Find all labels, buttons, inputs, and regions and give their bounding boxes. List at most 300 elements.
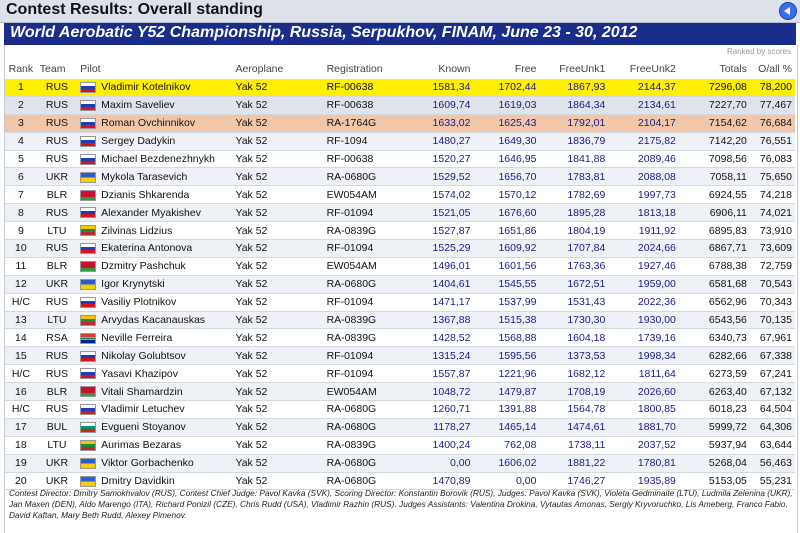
cell-rank: 5 xyxy=(5,150,37,168)
cell-team: BLR xyxy=(37,186,77,204)
cell-free: 0,00 xyxy=(473,472,539,490)
cell-freeunk1: 1895,28 xyxy=(539,204,608,222)
col-aeroplane[interactable]: Aeroplane xyxy=(235,62,284,75)
cell-aeroplane: Yak 52 xyxy=(232,168,323,186)
cell-totals: 6263,40 xyxy=(679,383,750,401)
cell-team: LTU xyxy=(37,311,77,329)
table-row[interactable] xyxy=(5,204,795,222)
cell-registration: RA-0680G xyxy=(324,168,415,186)
cell-pilot xyxy=(77,222,232,240)
pilot-name: Neville Ferreira xyxy=(101,331,173,344)
table-row[interactable] xyxy=(5,329,795,347)
cell-free: 1646,95 xyxy=(473,150,539,168)
cell-overall-pct: 67,132 xyxy=(750,383,795,401)
cell-team: RUS xyxy=(37,204,77,222)
cell-rank: 19 xyxy=(5,454,37,472)
cell-pilot xyxy=(77,168,232,186)
cell-known: 1574,02 xyxy=(414,186,473,204)
pilot-name: Dzmitry Pashchuk xyxy=(101,260,186,273)
cell-aeroplane: Yak 52 xyxy=(232,436,323,454)
cell-pilot xyxy=(77,204,232,222)
cell-pilot xyxy=(77,418,232,436)
cell-freeunk2: 1739,16 xyxy=(608,329,679,347)
cell-aeroplane: Yak 52 xyxy=(232,132,323,150)
pilot-name: Vladimir Kotelnikov xyxy=(101,81,191,94)
pilot-name: Vladimir Letuchev xyxy=(101,403,185,416)
cell-aeroplane: Yak 52 xyxy=(232,418,323,436)
pilot-name: Aurimas Bezaras xyxy=(101,439,182,452)
cell-pilot xyxy=(77,96,232,114)
table-row[interactable] xyxy=(5,132,795,150)
cell-pilot xyxy=(77,186,232,204)
cell-pilot xyxy=(77,240,232,258)
cell-totals: 6340,73 xyxy=(679,329,750,347)
cell-registration: RA-0839G xyxy=(324,311,415,329)
cell-known: 1581,34 xyxy=(414,79,473,96)
cell-registration: RA-0680G xyxy=(324,275,415,293)
cell-known: 1178,27 xyxy=(414,418,473,436)
cell-rank: 3 xyxy=(5,114,37,132)
rus-flag-icon xyxy=(80,351,96,362)
cell-overall-pct: 73,910 xyxy=(750,222,795,240)
table-row[interactable] xyxy=(5,240,795,258)
cell-registration: RA-0680G xyxy=(324,401,415,419)
cell-aeroplane: Yak 52 xyxy=(232,79,323,96)
blr-flag-icon xyxy=(80,386,96,397)
cell-rank: 14 xyxy=(5,329,37,347)
cell-team: UKR xyxy=(37,472,77,490)
table-row[interactable] xyxy=(5,311,795,329)
pilot-name: Dzianis Shkarenda xyxy=(101,188,190,201)
cell-freeunk1: 1782,69 xyxy=(539,186,608,204)
cell-free: 1601,56 xyxy=(473,257,539,275)
cell-rank: 7 xyxy=(5,186,37,204)
cell-team: BUL xyxy=(37,418,77,436)
cell-known: 1315,24 xyxy=(414,347,473,365)
cell-freeunk1: 1881,22 xyxy=(539,454,608,472)
cell-freeunk1: 1672,51 xyxy=(539,275,608,293)
cell-freeunk1: 1746,27 xyxy=(539,472,608,490)
cell-overall-pct: 67,338 xyxy=(750,347,795,365)
pilot-name: Dmitry Davidkin xyxy=(101,475,175,488)
cell-freeunk2: 1881,70 xyxy=(608,418,679,436)
cell-totals: 6543,56 xyxy=(679,311,750,329)
cell-overall-pct: 70,135 xyxy=(750,311,795,329)
cell-rank: 6 xyxy=(5,168,37,186)
cell-totals: 5153,05 xyxy=(679,472,750,490)
cell-rank: 10 xyxy=(5,240,37,258)
cell-known: 1557,87 xyxy=(414,365,473,383)
cell-aeroplane: Yak 52 xyxy=(232,222,323,240)
cell-known: 1048,72 xyxy=(414,383,473,401)
rus-flag-icon xyxy=(80,100,96,111)
col-freeunk2[interactable]: FreeUnk2 xyxy=(629,62,676,75)
cell-pilot xyxy=(77,114,232,132)
pilot-name: Nikolay Golubtsov xyxy=(101,349,186,362)
cell-aeroplane: Yak 52 xyxy=(232,311,323,329)
cell-freeunk1: 1841,88 xyxy=(539,150,608,168)
pilot-name: Maxim Saveliev xyxy=(101,99,175,112)
cell-registration: EW054AM xyxy=(324,383,415,401)
cell-registration: RF-01094 xyxy=(324,347,415,365)
championship-banner xyxy=(4,23,796,45)
cell-registration: RF-00638 xyxy=(324,79,415,96)
cell-free: 1537,99 xyxy=(473,293,539,311)
cell-overall-pct: 74,021 xyxy=(750,204,795,222)
cell-aeroplane: Yak 52 xyxy=(232,204,323,222)
cell-team: BLR xyxy=(37,383,77,401)
blr-flag-icon xyxy=(80,261,96,272)
cell-rank: 16 xyxy=(5,383,37,401)
cell-known: 1521,05 xyxy=(414,204,473,222)
pilot-name: Viktor Gorbachenko xyxy=(101,457,194,470)
cell-pilot xyxy=(77,401,232,419)
cell-totals: 7296,08 xyxy=(679,79,750,96)
cell-freeunk1: 1564,78 xyxy=(539,401,608,419)
cell-freeunk1: 1604,18 xyxy=(539,329,608,347)
cell-aeroplane: Yak 52 xyxy=(232,472,323,490)
cell-known: 1496,01 xyxy=(414,257,473,275)
page-title: Contest Results: Overall standing xyxy=(6,1,263,18)
cell-rank: 8 xyxy=(5,204,37,222)
cell-totals: 5937,94 xyxy=(679,436,750,454)
cell-free: 1649,30 xyxy=(473,132,539,150)
cell-known: 1480,27 xyxy=(414,132,473,150)
cell-totals: 5268,04 xyxy=(679,454,750,472)
cell-pilot xyxy=(77,79,232,96)
ukr-flag-icon xyxy=(80,279,96,290)
cell-free: 1465,14 xyxy=(473,418,539,436)
cell-known: 1527,87 xyxy=(414,222,473,240)
cell-pilot xyxy=(77,383,232,401)
pilot-name: Vasiliy Plotnikov xyxy=(101,296,177,309)
cell-registration: RA-0680G xyxy=(324,472,415,490)
cell-known: 1529,52 xyxy=(414,168,473,186)
cell-registration: RF-00638 xyxy=(324,96,415,114)
cell-overall-pct: 76,551 xyxy=(750,132,795,150)
cell-team: LTU xyxy=(37,222,77,240)
cell-aeroplane: Yak 52 xyxy=(232,365,323,383)
cell-freeunk2: 1997,73 xyxy=(608,186,679,204)
cell-rank: 9 xyxy=(5,222,37,240)
cell-overall-pct: 64,306 xyxy=(750,418,795,436)
cell-overall-pct: 70,343 xyxy=(750,293,795,311)
cell-overall-pct: 56,463 xyxy=(750,454,795,472)
cell-overall-pct: 67,241 xyxy=(750,365,795,383)
cell-registration: RF-01094 xyxy=(324,365,415,383)
table-row[interactable] xyxy=(5,168,795,186)
table-row[interactable] xyxy=(5,114,795,132)
cell-rank: 13 xyxy=(5,311,37,329)
cell-known: 1428,52 xyxy=(414,329,473,347)
cell-team: RUS xyxy=(37,132,77,150)
cell-freeunk1: 1682,12 xyxy=(539,365,608,383)
table-row[interactable] xyxy=(5,222,795,240)
cell-free: 1568,88 xyxy=(473,329,539,347)
cell-team: UKR xyxy=(37,275,77,293)
cell-pilot xyxy=(77,454,232,472)
table-row[interactable] xyxy=(5,418,795,436)
table-row[interactable] xyxy=(5,383,795,401)
cell-free: 1595,56 xyxy=(473,347,539,365)
cell-team: UKR xyxy=(37,454,77,472)
table-row[interactable] xyxy=(5,293,795,311)
cell-free: 1391,88 xyxy=(473,401,539,419)
table-row[interactable] xyxy=(5,365,795,383)
table-row[interactable] xyxy=(5,186,795,204)
table-row[interactable] xyxy=(5,454,795,472)
cell-aeroplane: Yak 52 xyxy=(232,186,323,204)
rus-flag-icon xyxy=(80,136,96,147)
cell-known: 1400,24 xyxy=(414,436,473,454)
cell-team: BLR xyxy=(37,257,77,275)
cell-registration: RF-01094 xyxy=(324,204,415,222)
results-body xyxy=(5,79,795,490)
cell-freeunk2: 1911,92 xyxy=(608,222,679,240)
cell-freeunk2: 2022,36 xyxy=(608,293,679,311)
cell-aeroplane: Yak 52 xyxy=(232,454,323,472)
col-rank[interactable]: Rank xyxy=(8,62,34,75)
cell-team: RUS xyxy=(37,150,77,168)
cell-registration: EW054AM xyxy=(324,186,415,204)
cell-freeunk1: 1864,34 xyxy=(539,96,608,114)
cell-registration: EW054AM xyxy=(324,257,415,275)
cell-team: LTU xyxy=(37,436,77,454)
table-row[interactable] xyxy=(5,347,795,365)
cell-known: 1470,89 xyxy=(414,472,473,490)
cell-free: 1619,03 xyxy=(473,96,539,114)
cell-freeunk1: 1707,84 xyxy=(539,240,608,258)
cell-pilot xyxy=(77,293,232,311)
table-row[interactable] xyxy=(5,275,795,293)
table-row[interactable] xyxy=(5,79,795,96)
cell-team: UKR xyxy=(37,168,77,186)
rus-flag-icon xyxy=(80,297,96,308)
cell-freeunk2: 1811,64 xyxy=(608,365,679,383)
pilot-name: Arvydas Kacanauskas xyxy=(101,314,206,327)
cell-pilot xyxy=(77,329,232,347)
cell-known: 1520,27 xyxy=(414,150,473,168)
pilot-name: Roman Ovchinnikov xyxy=(101,117,196,130)
cell-registration: RF-1094 xyxy=(324,132,415,150)
cell-known: 1525,29 xyxy=(414,240,473,258)
rus-flag-icon xyxy=(80,368,96,379)
col-overall-pct[interactable]: O/all % xyxy=(758,62,792,75)
cell-team: RUS xyxy=(37,96,77,114)
cell-team: RUS xyxy=(37,79,77,96)
cell-pilot xyxy=(77,150,232,168)
rus-flag-icon xyxy=(80,404,96,415)
cell-rank: 12 xyxy=(5,275,37,293)
pilot-name: Evgueni Stoyanov xyxy=(101,421,186,434)
cell-free: 1656,70 xyxy=(473,168,539,186)
cell-known: 1367,88 xyxy=(414,311,473,329)
cell-overall-pct: 74,218 xyxy=(750,186,795,204)
cell-aeroplane: Yak 52 xyxy=(232,96,323,114)
pilot-name: Alexander Myakishev xyxy=(101,206,201,219)
pilot-name: Ekaterina Antonova xyxy=(101,242,193,255)
rus-flag-icon xyxy=(80,154,96,165)
pilot-name: Mykola Tarasevich xyxy=(101,170,188,183)
cell-aeroplane: Yak 52 xyxy=(232,347,323,365)
cell-totals: 6867,71 xyxy=(679,240,750,258)
table-row[interactable] xyxy=(5,257,795,275)
cell-totals: 6906,11 xyxy=(679,204,750,222)
col-totals[interactable]: Totals xyxy=(719,62,747,75)
cell-overall-pct: 63,644 xyxy=(750,436,795,454)
cell-freeunk1: 1373,53 xyxy=(539,347,608,365)
cell-team: RSA xyxy=(37,329,77,347)
cell-free: 1221,96 xyxy=(473,365,539,383)
cell-overall-pct: 77,467 xyxy=(750,96,795,114)
cell-totals: 6273,59 xyxy=(679,365,750,383)
cell-totals: 6924,55 xyxy=(679,186,750,204)
cell-freeunk2: 2037,52 xyxy=(608,436,679,454)
pilot-name: Yasavi Khazipov xyxy=(101,367,179,380)
cell-rank: 11 xyxy=(5,257,37,275)
ukr-flag-icon xyxy=(80,476,96,487)
cell-registration: RF-01094 xyxy=(324,240,415,258)
cell-totals: 7142,20 xyxy=(679,132,750,150)
cell-rank: 17 xyxy=(5,418,37,436)
table-header xyxy=(5,58,795,79)
cell-freeunk2: 2089,46 xyxy=(608,150,679,168)
table-row[interactable] xyxy=(5,96,795,114)
cell-known: 1633,02 xyxy=(414,114,473,132)
rsa-flag-icon xyxy=(80,333,96,344)
cell-aeroplane: Yak 52 xyxy=(232,383,323,401)
cell-rank: 1 xyxy=(5,79,37,96)
cell-aeroplane: Yak 52 xyxy=(232,329,323,347)
cell-freeunk2: 2144,37 xyxy=(608,79,679,96)
cell-rank: 20 xyxy=(5,472,37,490)
cell-totals: 6895,83 xyxy=(679,222,750,240)
cell-rank: H/C xyxy=(5,365,37,383)
cell-free: 1515,38 xyxy=(473,311,539,329)
cell-freeunk2: 1998,34 xyxy=(608,347,679,365)
cell-freeunk1: 1531,43 xyxy=(539,293,608,311)
cell-freeunk2: 1813,18 xyxy=(608,204,679,222)
cell-aeroplane: Yak 52 xyxy=(232,150,323,168)
cell-aeroplane: Yak 52 xyxy=(232,257,323,275)
cell-pilot xyxy=(77,436,232,454)
cell-totals: 7227,70 xyxy=(679,96,750,114)
banner-text: World Aerobatic Y52 Championship, Russia, Serpukhov, FINAM, June 23 - 30, 2012 xyxy=(10,24,638,41)
pilot-name: Sergey Dadykin xyxy=(101,135,176,148)
col-team[interactable]: Team xyxy=(39,62,66,75)
cell-totals: 6581,68 xyxy=(679,275,750,293)
cell-freeunk2: 1959,00 xyxy=(608,275,679,293)
pilot-name: Igor Krynytski xyxy=(101,278,165,291)
pilot-name: Vitali Shamardzin xyxy=(101,385,183,398)
cell-freeunk1: 1792,01 xyxy=(539,114,608,132)
col-registration[interactable]: Registration xyxy=(326,62,383,75)
cell-freeunk2: 2104,17 xyxy=(608,114,679,132)
cell-freeunk1: 1708,19 xyxy=(539,383,608,401)
window-title-bar xyxy=(0,0,800,23)
cell-freeunk2: 1780,81 xyxy=(608,454,679,472)
cell-totals: 5999,72 xyxy=(679,418,750,436)
cell-team: RUS xyxy=(37,401,77,419)
cell-freeunk1: 1783,81 xyxy=(539,168,608,186)
pilot-name: Zilvinas Lidzius xyxy=(101,224,173,237)
cell-pilot xyxy=(77,311,232,329)
cell-known: 1260,71 xyxy=(414,401,473,419)
col-freeunk1[interactable]: FreeUnk1 xyxy=(559,62,606,75)
table-row[interactable] xyxy=(5,150,795,168)
pilot-name: Michael Bezdenezhnykh xyxy=(101,153,215,165)
cell-totals: 6018,23 xyxy=(679,401,750,419)
cell-freeunk2: 1930,00 xyxy=(608,311,679,329)
cell-registration: RA-0680G xyxy=(324,418,415,436)
col-pilot[interactable]: Pilot xyxy=(80,62,101,75)
cell-totals: 7098,56 xyxy=(679,150,750,168)
cell-free: 1606,02 xyxy=(473,454,539,472)
cell-free: 1625,43 xyxy=(473,114,539,132)
cell-freeunk2: 1935,89 xyxy=(608,472,679,490)
results-panel xyxy=(4,45,798,533)
cell-overall-pct: 64,504 xyxy=(750,401,795,419)
cell-pilot xyxy=(77,275,232,293)
table-row[interactable] xyxy=(5,401,795,419)
cell-registration: RA-0680G xyxy=(324,454,415,472)
cell-aeroplane: Yak 52 xyxy=(232,275,323,293)
cell-aeroplane: Yak 52 xyxy=(232,401,323,419)
cell-overall-pct: 73,609 xyxy=(750,240,795,258)
cell-aeroplane: Yak 52 xyxy=(232,293,323,311)
cell-freeunk2: 1927,46 xyxy=(608,257,679,275)
cell-registration: RA-0839G xyxy=(324,329,415,347)
cell-freeunk2: 2026,60 xyxy=(608,383,679,401)
cell-overall-pct: 70,543 xyxy=(750,275,795,293)
cell-aeroplane: Yak 52 xyxy=(232,240,323,258)
cell-registration: RA-0839G xyxy=(324,222,415,240)
cell-overall-pct: 76,083 xyxy=(750,150,795,168)
cell-known: 0,00 xyxy=(414,454,473,472)
ltu-flag-icon xyxy=(80,225,96,236)
blr-flag-icon xyxy=(80,190,96,201)
cell-freeunk1: 1763,36 xyxy=(539,257,608,275)
cell-rank: 18 xyxy=(5,436,37,454)
cell-known: 1471,17 xyxy=(414,293,473,311)
cell-rank: 2 xyxy=(5,96,37,114)
cell-rank: 4 xyxy=(5,132,37,150)
cell-free: 1479,87 xyxy=(473,383,539,401)
cell-freeunk1: 1474,61 xyxy=(539,418,608,436)
table-row[interactable] xyxy=(5,436,795,454)
cell-freeunk2: 2134,61 xyxy=(608,96,679,114)
cell-freeunk1: 1738,11 xyxy=(539,436,608,454)
cell-overall-pct: 67,961 xyxy=(750,329,795,347)
rus-flag-icon xyxy=(80,243,96,254)
back-arrow-icon[interactable] xyxy=(779,2,797,20)
col-free[interactable]: Free xyxy=(514,62,537,75)
cell-registration: RA-0839G xyxy=(324,436,415,454)
results-table xyxy=(5,58,795,490)
cell-freeunk2: 2088,08 xyxy=(608,168,679,186)
cell-registration: RF-00638 xyxy=(324,150,415,168)
cell-totals: 7058,11 xyxy=(679,168,750,186)
col-known[interactable]: Known xyxy=(438,62,471,75)
cell-freeunk1: 1804,19 xyxy=(539,222,608,240)
cell-known: 1609,74 xyxy=(414,96,473,114)
cell-free: 1545,55 xyxy=(473,275,539,293)
cell-known: 1404,61 xyxy=(414,275,473,293)
officials-footer: Contest Director: Dmitry Samokhvalov (RUS), Contest Chief Judge: Pavol Kavka (SVK), Scoring Director: Konstantin Borovik (RUS), Judges: Pavol Kavka (SVK), Violeta Gedminaite (LTU), Ludmila Zelenina (UKR), Jan Maxen (DEN), Aldo Marengo (ITA), Richard Ponizil (CZE), Chris Rudd (USA), Vladimir Razhin (RUS). Judges Assistants: Valentina Drokina, Vytautas Amonas, Sergiy Kryvoruchko, Lis Ameberg, Franco Fabio, David Kaftan, Mary Beth Rudd, Alexey Pimenov. xyxy=(9,488,793,520)
cell-team: RUS xyxy=(37,293,77,311)
cell-team: RUS xyxy=(37,347,77,365)
cell-free: 1676,60 xyxy=(473,204,539,222)
